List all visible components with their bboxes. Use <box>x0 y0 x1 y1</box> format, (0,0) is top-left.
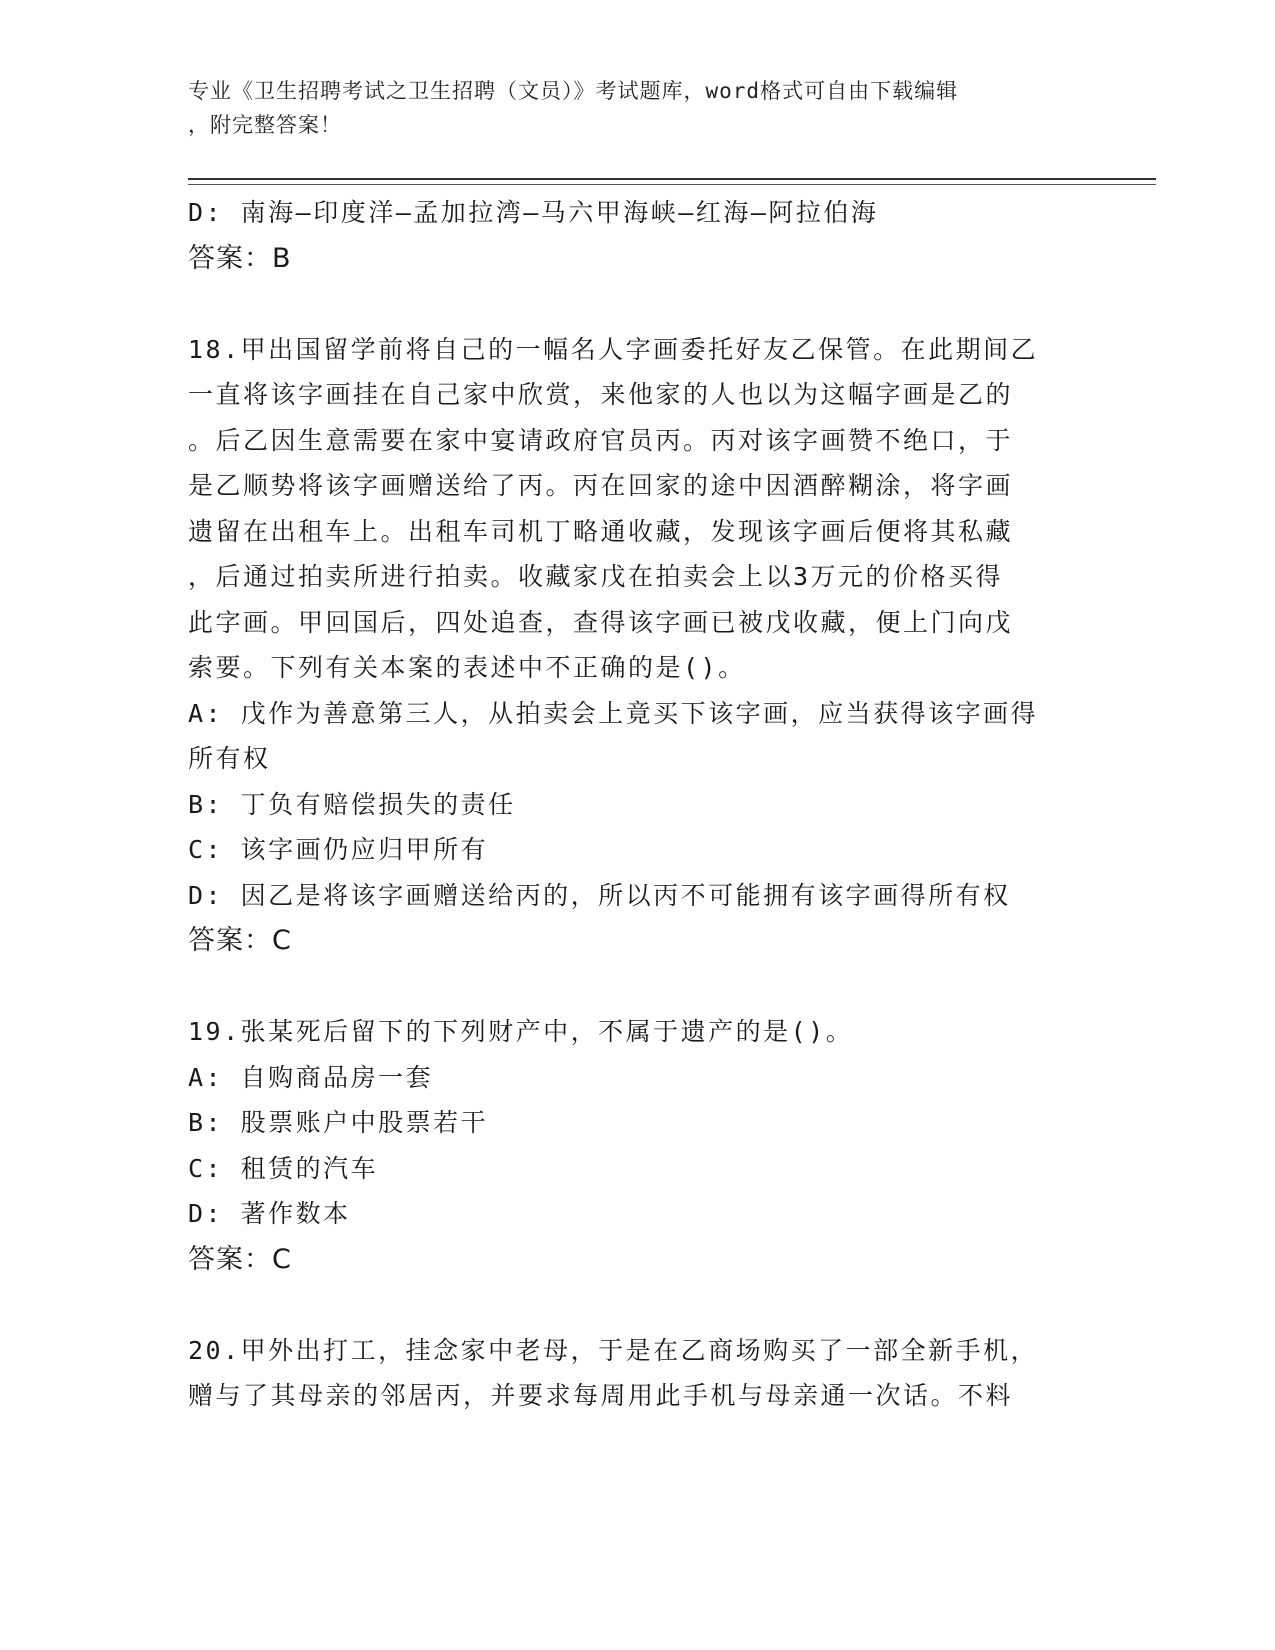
header-line-1: 专业《卫生招聘考试之卫生招聘（文员）》考试题库，word格式可自由下载编辑 <box>188 79 959 103</box>
q18-option-b: B: 丁负有赔偿损失的责任 <box>188 789 516 819</box>
question-content <box>188 190 1088 1419</box>
q18-option-d: D: 因乙是将该字画赠送给丙的，所以丙不可能拥有该字画得所有权 <box>188 880 1011 910</box>
q18-answer: 答案：C <box>188 925 292 956</box>
q17-answer: 答案：B <box>188 242 292 274</box>
q19-option-d: D: 著作数本 <box>188 1199 351 1228</box>
q18-stem-line: 索要。下列有关本案的表述中不正确的是()。 <box>188 653 746 682</box>
header-rule-thin <box>188 184 1156 185</box>
spacer <box>188 281 1088 327</box>
q19-answer: 答案：C <box>188 1243 292 1275</box>
q20-stem-line: 赠与了其母亲的邻居丙，并要求每周用此手机与母亲通一次话。不料 <box>188 1381 1014 1410</box>
header-rule-thick <box>188 178 1156 180</box>
q19-option-b: B: 股票账户中股票若干 <box>188 1108 489 1137</box>
header-line-2: ，附完整答案！ <box>188 113 342 137</box>
page-header <box>188 74 1068 142</box>
q18-stem-line: 是乙顺势将该字画赠送给了丙。丙在回家的途中因酒醉糊涂，将字画 <box>188 471 1014 500</box>
q18-stem-line: 18.甲出国留学前将自己的一幅名人字画委托好友乙保管。在此期间乙 <box>188 334 1039 364</box>
spacer <box>188 1282 1088 1328</box>
q19-option-a: A: 自购商品房一套 <box>188 1062 434 1092</box>
q18-option-a-continued: 所有权 <box>188 744 271 773</box>
q20-stem <box>188 1328 1088 1419</box>
q18-option-a: A: 戊作为善意第三人，从拍卖会上竟买下该字画，应当获得该字画得 <box>188 698 1039 728</box>
q17-option-d: D: 南海—印度洋—孟加拉湾—马六甲海峡—红海—阿拉伯海 <box>188 198 879 227</box>
q18-stem-line: 一直将该字画挂在自己家中欣赏，来他家的人也以为这幅字画是乙的 <box>188 380 1014 409</box>
q19-option-c: C: 租赁的汽车 <box>188 1153 379 1183</box>
q20-stem-line: 20.甲外出打工，挂念家中老母，于是在乙商场购买了一部全新手机， <box>188 1335 1039 1365</box>
q18-stem <box>188 327 1088 691</box>
q18-stem-line: 遗留在出租车上。出租车司机丁略通收藏，发现该字画后便将其私藏 <box>188 516 1014 546</box>
q18-option-c: C: 该字画仍应归甲所有 <box>188 835 489 864</box>
q18-stem-line: 此字画。甲回国后，四处追查，查得该字画已被戊收藏，便上门向戊 <box>188 607 1014 637</box>
q18-stem-line: 。后乙因生意需要在家中宴请政府官员丙。丙对该字画赞不绝口，于 <box>188 425 1014 455</box>
spacer <box>188 964 1088 1010</box>
q19-stem: 19.张某死后留下的下列财产中，不属于遗产的是()。 <box>188 1017 854 1046</box>
q18-stem-line: ，后通过拍卖所进行拍卖。收藏家戊在拍卖会上以3万元的价格买得 <box>188 562 1004 591</box>
